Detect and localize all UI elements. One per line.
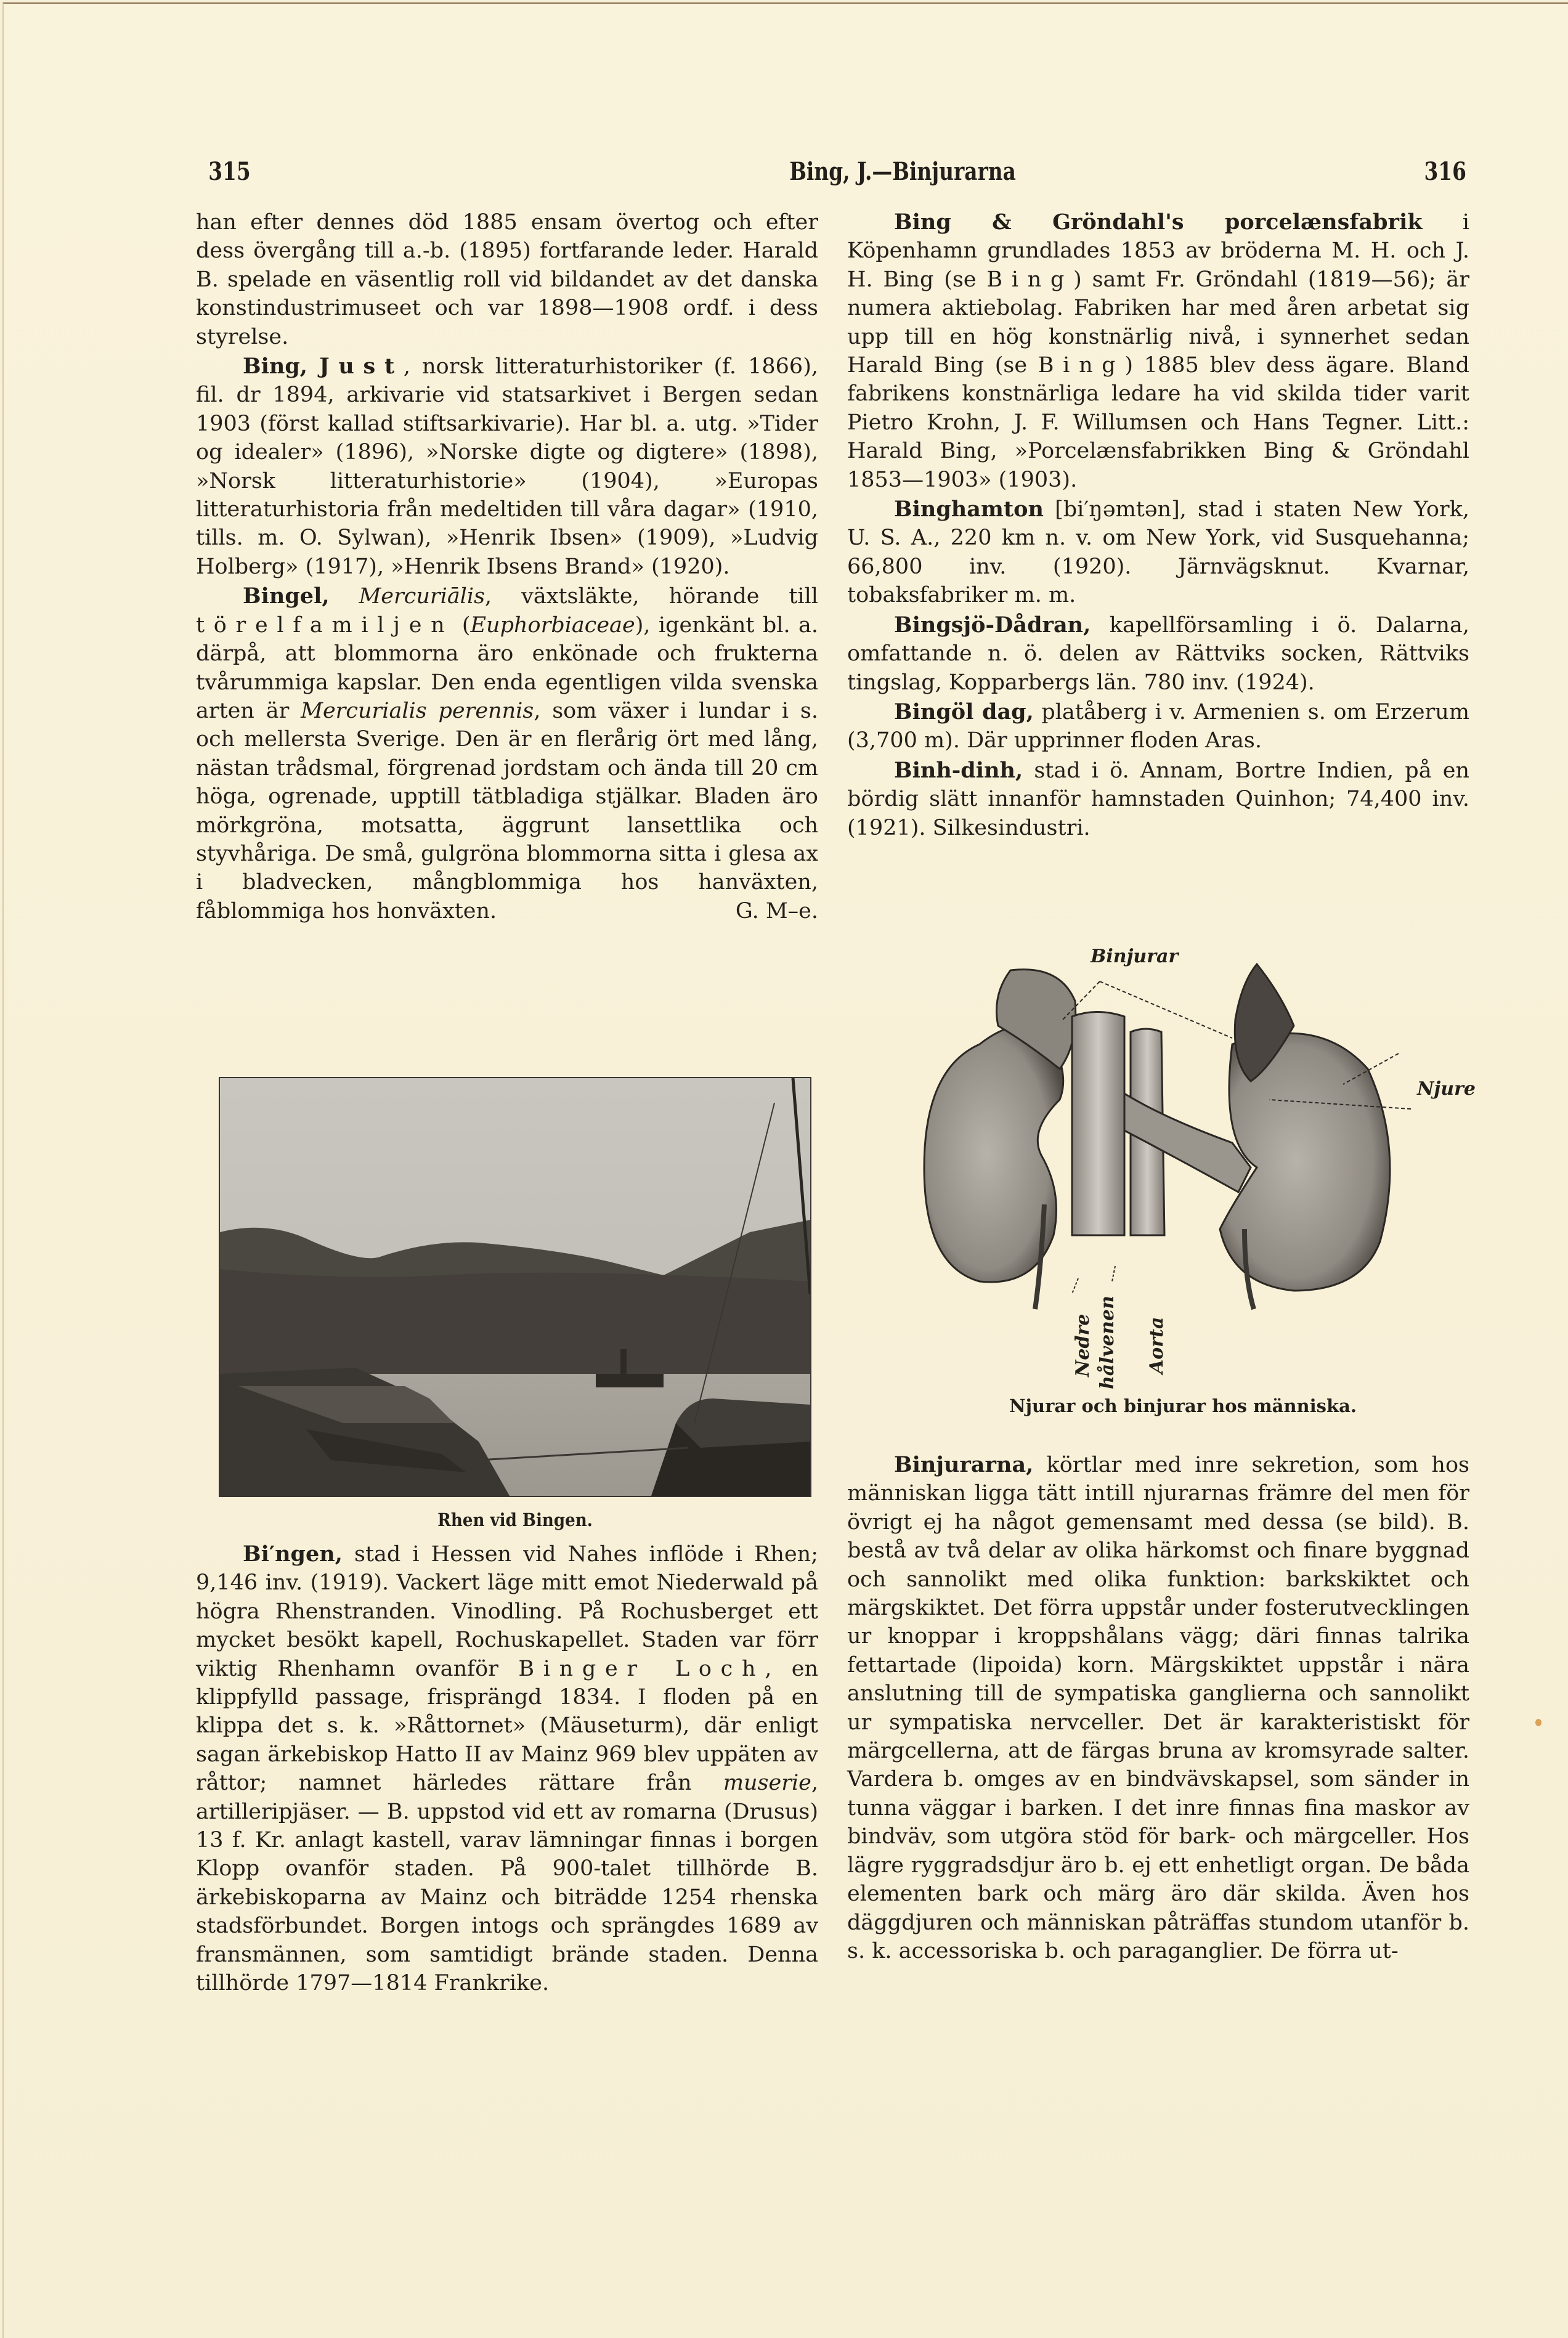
species-name: Mercurialis perennis xyxy=(301,698,534,723)
entry-bingel xyxy=(196,582,818,925)
entry-text: , norsk litteraturhistoriker (f. 1866), fil. dr 1894, arkivarie vid statsarkivet i Bergen sedan 1903 (först kallad stiftsarkivarie). Har bl. a. utg. »Tider og idealer» (1896), »Norske digte og digtere» (1898), »Norsk litteraturhistorie» (1904), »Europas litteraturhistoria från medeltiden till våra dagar» (1910, tills. m. O. Sylwan), »Henrik Ibsen» (1909), »Ludvig Holberg» (1917), »Henrik Ibsens Brand» (1920). xyxy=(196,354,818,579)
rhine-photo xyxy=(219,1077,811,1497)
label-halvenen: hålvenen xyxy=(1097,1296,1118,1389)
entry-continuation: han efter dennes död 1885 ensam övertog och efter dess övergång till a.-b. (1895) fortfarande leder. Harald B. spelade en väsentlig roll vid bildandet av det danska konstindustrimuseet och var 1898—1908 ordf. i dess styrelse. xyxy=(196,210,818,349)
entry-text: , en klippfylld passage, frisprängd 1834. I floden på en klippa det s. k. »Råttornet» (Mäuseturm), där enligt sagan ärkebiskop Hatto II av Mainz 969 blev uppäten av råttor; namnet härledes rättare från xyxy=(196,1656,818,1796)
landscape-photo-icon xyxy=(220,1078,810,1496)
author-signature: G. M–e. xyxy=(735,898,818,923)
cross-reference[interactable]: Bing xyxy=(986,267,1074,292)
right-column xyxy=(847,208,1469,842)
cross-reference[interactable]: Bing xyxy=(1038,353,1125,378)
rhine-photo-figure xyxy=(219,1077,811,1530)
headword: Binghamton xyxy=(894,497,1044,522)
entry-text: kapellförsamling i ö. Dalarna, omfattande n. ö. delen av Rättviks socken, Rättviks tingslag, Kopparbergs län. 780 inv. (1924). xyxy=(847,612,1469,695)
right-column-lower xyxy=(847,1451,1469,1965)
headword: Binjurarna, xyxy=(894,1452,1034,1477)
label-aorta: Aorta xyxy=(1146,1317,1168,1374)
entry-text: ), igenkänt bl. a. därpå, att blommorna äro enkönade och frukterna tvårummiga kapslar. Den enda egentligen vilda svenska arten är xyxy=(196,612,818,723)
entry-bingen xyxy=(196,1540,818,1998)
entry-text: ( xyxy=(453,612,471,638)
kidney-illustration-icon xyxy=(887,946,1479,1389)
family-latin: Euphorbiaceae xyxy=(470,612,635,638)
left-column xyxy=(196,208,818,925)
left-column-lower xyxy=(196,1540,818,1998)
entry-binjurarna xyxy=(847,1451,1469,1965)
entry-text: , växtsläkte, hörande till xyxy=(485,584,818,609)
page-number-left: 315 xyxy=(208,157,251,186)
kidney-figure xyxy=(887,946,1479,1426)
headword: Bi′ngen, xyxy=(243,1541,343,1567)
entry-text: [bi′ŋəmtən], stad i staten New York, U. S. A., 220 km n. v. om New York, vid Susquehanna; 66,800 inv. (1920). Järnvägsknut. Kvarnar, tobaksfabriker m. m. xyxy=(847,497,1469,608)
entry-bingsjo-dadran xyxy=(847,611,1469,697)
entry-bing-just xyxy=(196,352,818,581)
headword: Bingöl dag, xyxy=(894,699,1034,725)
label-binjurar: Binjurar xyxy=(1091,946,1179,967)
latin-name: Mercuriālis xyxy=(359,584,485,609)
headword: Bingel, xyxy=(243,583,330,609)
spaced-place: Binger Loch xyxy=(518,1656,765,1681)
headword: Binh-dinh, xyxy=(894,757,1023,783)
entry-text: ) 1885 blev dess ägare. Bland fabrikens konstnärliga ledare ha vid skilda tider varit Pietro Krohn, J. F. Willumsen och Hans Tegner. Litt.: Harald Bing, »Porcelænsfabrikken Bing & Gröndahl 1853—1903» (1903). xyxy=(847,353,1469,492)
entry-bing-grondahl xyxy=(847,208,1469,494)
entry-text: ) samt Fr. Gröndahl (1819—56); är numera aktiebolag. Fabriken har med åren arbetat sig upp till en hög konstnärlig nivå, i synnerhet sedan Harald Bing (se xyxy=(847,267,1469,378)
headword: Bing & Gröndahl's porcelænsfabrik xyxy=(894,209,1423,235)
running-title: Bing, J.—Binjurarna xyxy=(789,157,1016,186)
entry-text: i Köpenhamn grundlades 1853 av bröderna M. H. och J. H. Bing (se xyxy=(847,210,1469,292)
headword: Bingsjö-Dådran, xyxy=(894,612,1091,638)
entry-bingol-dag xyxy=(847,698,1469,755)
label-njure: Njure xyxy=(1417,1078,1476,1100)
page-number-right: 316 xyxy=(1424,157,1466,186)
italic-word: muserie xyxy=(723,1771,811,1796)
headword: Bing, xyxy=(243,354,307,380)
spaced-name: Just xyxy=(319,354,404,380)
figure-caption: Njurar och binjurar hos människa. xyxy=(1009,1395,1357,1416)
entry-binghamton xyxy=(847,495,1469,610)
label-nedre: Nedre xyxy=(1072,1313,1094,1377)
entry-text: stad i ö. Annam, Bortre Indien, på en bördig slätt innanför hamnstaden Quinhon; 74,400 inv. (1921). Silkesindustri. xyxy=(847,758,1469,840)
spaced-family: törelfamiljen xyxy=(196,612,454,638)
entry-text: körtlar med inre sekretion, som hos människan ligga tätt intill njurarnas främre del men för övrigt ej ha något gemensamt med dessa (se bild). B. bestå av två delar av olika härkomst och finare byggnad och sannolikt med olika funktion: barkskiktet och märgskiktet. Det förra uppstår under fosterutvecklingen ur knoppar i kroppshålans vägg; däri finnas talrika fettartade (lipoida) korn. Märgskiktet uppstår i nära anslutning till de sympatiska ganglierna och sannolikt ur sympatiska nervceller. Det är karakteristiskt för märgcellerna, att de färgas bruna av kromsyrade salter. Vardera b. omges av en bindvävskapsel, som sänder in tunna väggar i barken. I det inre finnas fina maskor av bindväv, som utgöra stöd för bark- och märgceller. Hos lägre ryggradsdjur äro b. ej ett enhetligt organ. De båda elementen bark och märg äro där skilda. Även hos däggdjuren och människan påträffas stundom utanför b. s. k. accessoriska b. och paraganglier. De förra ut- xyxy=(847,1453,1469,1963)
running-head xyxy=(203,157,1466,194)
entry-text: platåberg i v. Armenien s. om Erzerum (3,700 m). Där upprinner floden Aras. xyxy=(847,699,1470,753)
entry-text: , artilleripjäser. — B. uppstod vid ett av romarna (Drusus) 13 f. Kr. anlagt kastell, varav lämningar finnas i borgen Klopp ovanför staden. På 900-talet tillhörde B. ärkebiskoparna av Mainz och biträdde 1254 rhenska stadsförbundet. Borgen intogs och sprängdes 1689 av fransmännen, som samtidigt brände staden. Denna tillhörde 1797—1814 Frankrike. xyxy=(196,1771,818,1996)
entry-text: stad i Hessen vid Nahes inflöde i Rhen; 9,146 inv. (1919). Vackert läge mitt emot Niederwald på högra Rhenstranden. Vinodling. På Rochusberget ett mycket besökt kapell, Rochuskapellet. Staden var förr viktig Rhenhamn ovanför xyxy=(196,1542,818,1681)
photo-caption: Rhen vid Bingen. xyxy=(437,1509,593,1530)
paper-speck xyxy=(1535,1719,1542,1726)
entry-binh-dinh xyxy=(847,757,1469,842)
entry-text: , som växer i lundar i s. och mellersta Sverige. Den är en flerårig ört med lång, nästan trådsmal, förgrenad jordstam och ända till 20 cm höga, ogrenade, upptill tätbladiga stjälkar. Bladen äro mörkgröna, motsatta, äggrunt lansettlika och styvhåriga. De små, gulgröna blommorna sitta i glesa ax i bladvecken, mångblommiga hos hanväxten, fåblommiga hos honväxten. xyxy=(196,698,818,923)
